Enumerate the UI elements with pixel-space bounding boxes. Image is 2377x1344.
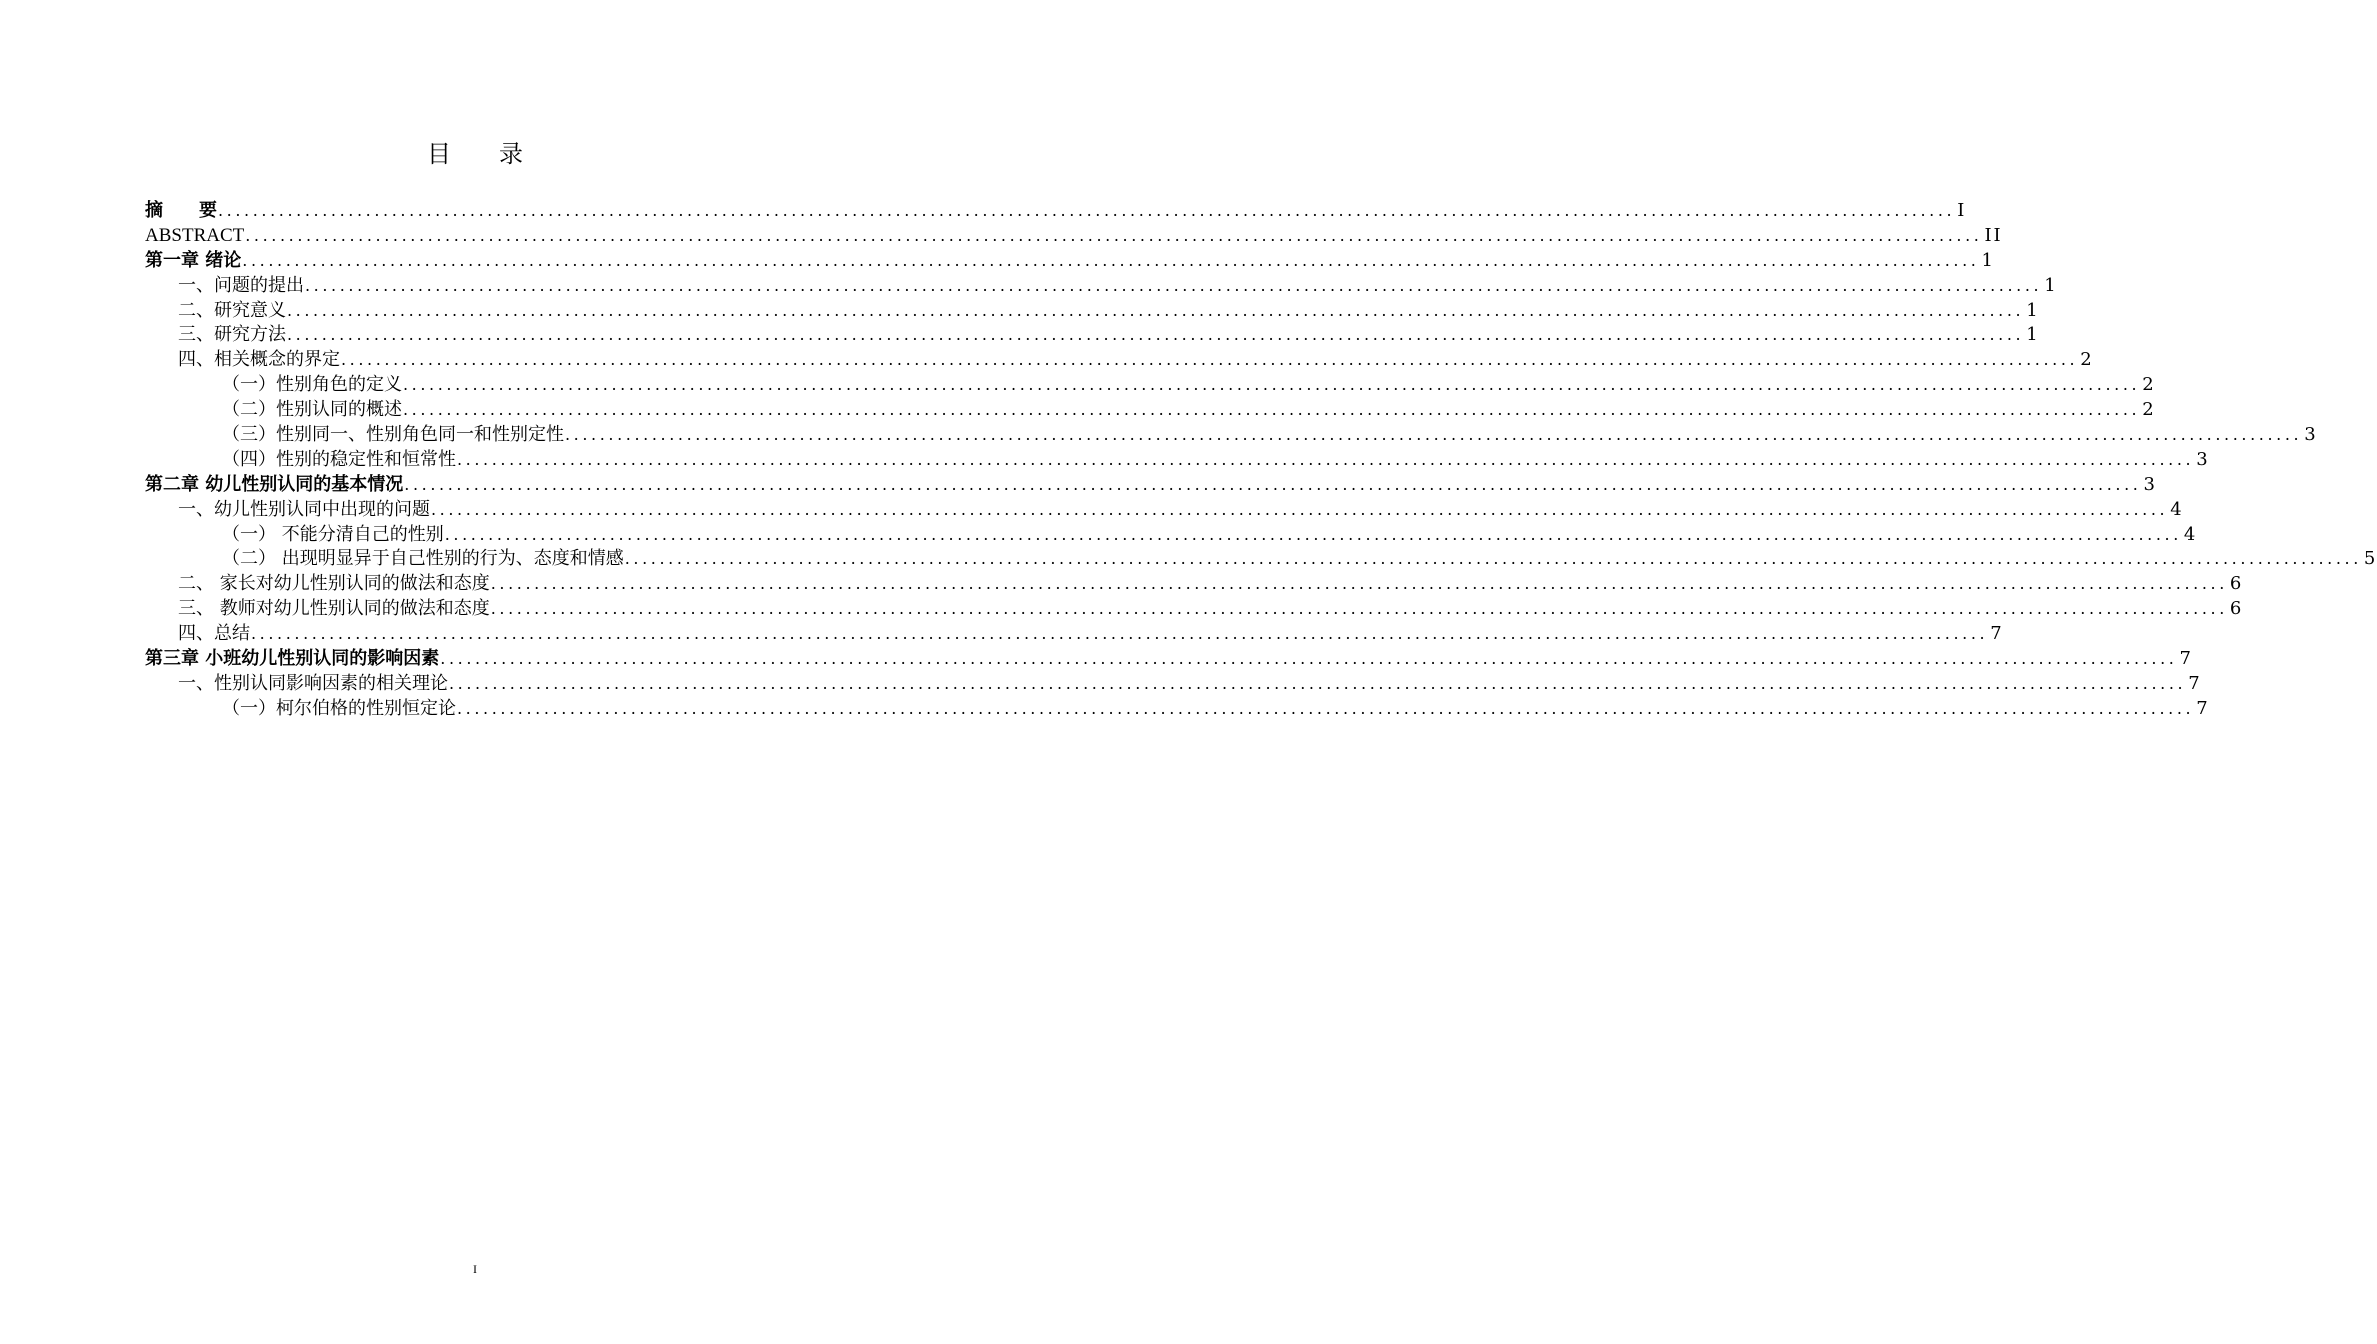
dot-leader: ........................................................................................................................................................................................................: [457, 449, 2195, 469]
toc-entry[interactable]: [145, 547, 2377, 572]
toc-entry[interactable]: [145, 697, 2210, 722]
toc-entry[interactable]: [145, 199, 1967, 224]
toc-entry[interactable]: [145, 572, 2244, 597]
toc-entry[interactable]: [145, 348, 2094, 373]
dot-leader: ........................................................................................................................................................................................................: [251, 624, 1989, 644]
toc-entry[interactable]: [145, 672, 2202, 697]
toc-entry-label: 四、总结: [178, 623, 250, 645]
toc-entry-page: 7: [2196, 697, 2210, 719]
dot-leader: ........................................................................................................................................................................................................: [403, 400, 2141, 420]
toc-entry-page: 7: [2188, 672, 2202, 694]
dot-leader: ........................................................................................................................................................................................................: [287, 300, 2025, 320]
toc-entry[interactable]: [145, 622, 2004, 647]
dot-leader: ........................................................................................................................................................................................................: [457, 698, 2195, 718]
toc-entry[interactable]: [145, 647, 2193, 672]
toc-entry-page: 3: [2196, 448, 2210, 470]
toc-entry[interactable]: [145, 398, 2156, 423]
dot-leader: ........................................................................................................................................................................................................: [245, 225, 1983, 245]
dot-leader: ........................................................................................................................................................................................................: [403, 375, 2141, 395]
dot-leader: ........................................................................................................................................................................................................: [242, 250, 1980, 270]
toc-entry-page: 1: [1981, 249, 1995, 271]
toc-entry-label: 第三章 小班幼儿性别认同的影响因素: [145, 648, 440, 670]
toc-entry[interactable]: [145, 473, 2157, 498]
toc-entry-label: （二）性别认同的概述: [222, 399, 402, 421]
page-number: I: [473, 1262, 477, 1276]
dot-leader: ........................................................................................................................................................................................................: [444, 524, 2182, 544]
toc-entry-label: 四、相关概念的界定: [178, 349, 340, 371]
toc-entry-page: 4: [2170, 498, 2184, 520]
toc-entry[interactable]: [145, 498, 2184, 523]
toc-entry-page: 5: [2363, 548, 2377, 570]
toc-entry[interactable]: [145, 274, 2058, 299]
toc-entry-label: （一） 不能分清自己的性别: [222, 523, 444, 545]
toc-entry-label: 二、 家长对幼儿性别认同的做法和态度: [178, 573, 490, 595]
toc-entry-label: （一）性别角色的定义: [222, 374, 402, 396]
toc-entry-page: 1: [2026, 324, 2040, 346]
toc-entry-page: 7: [2179, 648, 2193, 670]
dot-leader: ........................................................................................................................................................................................................: [218, 201, 1956, 220]
toc-entry-page: 3: [2143, 473, 2157, 495]
toc-entry-label: （一）柯尔伯格的性别恒定论: [222, 697, 456, 719]
dot-leader: ........................................................................................................................................................................................................: [624, 549, 2362, 569]
table-of-contents: [145, 199, 2377, 722]
toc-entry[interactable]: [145, 597, 2244, 622]
toc-entry-page: 2: [2142, 399, 2156, 421]
toc-entry-label: （四）性别的稳定性和恒常性: [222, 448, 456, 470]
toc-entry[interactable]: [145, 423, 2318, 448]
toc-entry[interactable]: [145, 523, 2198, 548]
toc-entry-page: I: [1957, 200, 1967, 221]
dot-leader: ........................................................................................................................................................................................................: [287, 325, 2025, 345]
toc-entry-label: 一、幼儿性别认同中出现的问题: [178, 498, 430, 520]
toc-entry[interactable]: [145, 224, 2003, 249]
toc-entry[interactable]: [145, 448, 2210, 473]
toc-entry-label: 二、研究意义: [178, 299, 286, 321]
toc-entry[interactable]: [145, 249, 1995, 274]
dot-leader: ........................................................................................................................................................................................................: [449, 673, 2187, 693]
toc-entry-page: 2: [2080, 349, 2094, 371]
toc-entry-label: （三）性别同一、性别角色同一和性别定性: [222, 424, 564, 446]
toc-entry-page: 6: [2229, 598, 2244, 620]
toc-entry-label: （二） 出现明显异于自己性别的行为、态度和情感: [222, 548, 624, 570]
toc-entry-label: 一、性别认同影响因素的相关理论: [178, 672, 448, 694]
toc-entry-page: 6: [2229, 573, 2244, 595]
toc-entry-label: 摘 要: [145, 200, 217, 221]
toc-entry[interactable]: [145, 299, 2040, 324]
toc-entry[interactable]: [145, 373, 2156, 398]
toc-entry-page: 2: [2142, 374, 2156, 396]
dot-leader: ........................................................................................................................................................................................................: [404, 474, 2142, 494]
toc-entry-page: 7: [1990, 623, 2004, 645]
toc-entry-page: 3: [2304, 424, 2318, 446]
toc-entry-label: 第二章 幼儿性别认同的基本情况: [145, 473, 404, 495]
toc-entry-label: 第一章 绪论: [145, 249, 242, 271]
title-char-2: 录: [499, 140, 523, 168]
toc-entry[interactable]: [145, 323, 2040, 348]
title-char-1: 目: [427, 140, 451, 168]
toc-entry-label: 一、问题的提出: [178, 274, 304, 296]
dot-leader: ........................................................................................................................................................................................................: [440, 649, 2178, 669]
toc-entry-page: 1: [2044, 274, 2058, 296]
toc-entry-page: II: [1984, 224, 2003, 246]
toc-entry-label: ABSTRACT: [145, 224, 245, 246]
toc-entry-label: 三、研究方法: [178, 324, 286, 346]
dot-leader: ........................................................................................................................................................................................................: [341, 350, 2079, 370]
dot-leader: ........................................................................................................................................................................................................: [565, 425, 2303, 445]
page-title: [0, 134, 950, 169]
dot-leader: ........................................................................................................................................................................................................: [431, 499, 2169, 519]
dot-leader: ........................................................................................................................................................................................................: [490, 574, 2228, 594]
toc-entry-label: 三、 教师对幼儿性别认同的做法和态度: [178, 598, 490, 620]
dot-leader: ........................................................................................................................................................................................................: [305, 275, 2043, 295]
dot-leader: ........................................................................................................................................................................................................: [490, 599, 2228, 619]
toc-entry-page: 1: [2026, 299, 2040, 321]
toc-entry-page: 4: [2183, 523, 2198, 545]
